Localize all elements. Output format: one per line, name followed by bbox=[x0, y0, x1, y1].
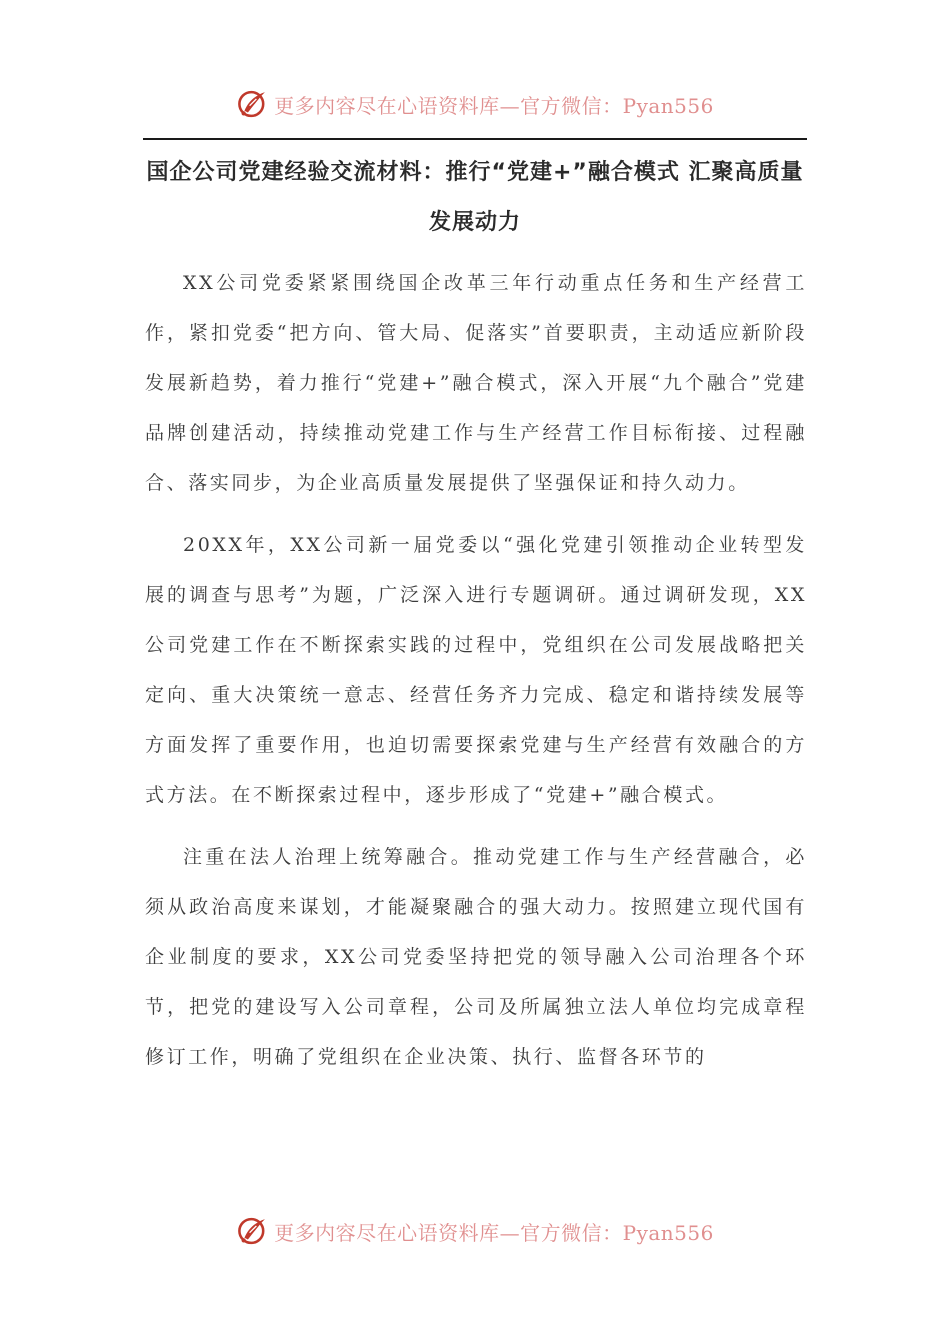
paragraph: 注重在法人治理上统筹融合。推动党建工作与生产经营融合，必须从政治高度来谋划，才能凝聚融合的强大动力。按照建立现代国有企业制度的要求，XX公司党委坚持把党的领导融入公司治理各个环节，把党的建设写入公司章程，公司及所属独立法人单位均完成章程修订工作，明确了党组织在企业决策、执行、监督各环节的 bbox=[145, 846, 807, 1068]
document-body bbox=[145, 258, 807, 1094]
paragraph: 20XX年，XX公司新一届党委以“强化党建引领推动企业转型发展的调查与思考”为题，广泛深入进行专题调研。通过调研发现，XX公司党建工作在不断探索实践的过程中，党组织在公司发展战略把关定向、重大决策统一意志、经营任务齐力完成、稳定和谐持续发展等方面发挥了重要作用，也迫切需要探索党建与生产经营有效融合的方式方法。在不断探索过程中，逐步形成了“党建+”融合模式。 bbox=[145, 534, 807, 806]
quill-logo-icon bbox=[236, 1214, 270, 1248]
header-divider bbox=[143, 138, 807, 140]
quill-logo-icon bbox=[236, 87, 270, 121]
banner-text: 更多内容尽在心语资料库—官方微信：Pyan556 bbox=[274, 1220, 714, 1245]
paragraph: XX公司党委紧紧围绕国企改革三年行动重点任务和生产经营工作，紧扣党委“把方向、管大局、促落实”首要职责，主动适应新阶段发展新趋势，着力推行“党建+”融合模式，深入开展“九个融合”党建品牌创建活动，持续推动党建工作与生产经营工作目标衔接、过程融合、落实同步，为企业高质量发展提供了坚强保证和持久动力。 bbox=[145, 272, 807, 494]
banner-text: 更多内容尽在心语资料库—官方微信：Pyan556 bbox=[274, 93, 714, 118]
header-banner bbox=[0, 82, 950, 126]
footer-banner bbox=[0, 1209, 950, 1253]
document-title: 国企公司党建经验交流材料：推行“党建+”融合模式 汇聚高质量发展动力 bbox=[146, 160, 804, 235]
